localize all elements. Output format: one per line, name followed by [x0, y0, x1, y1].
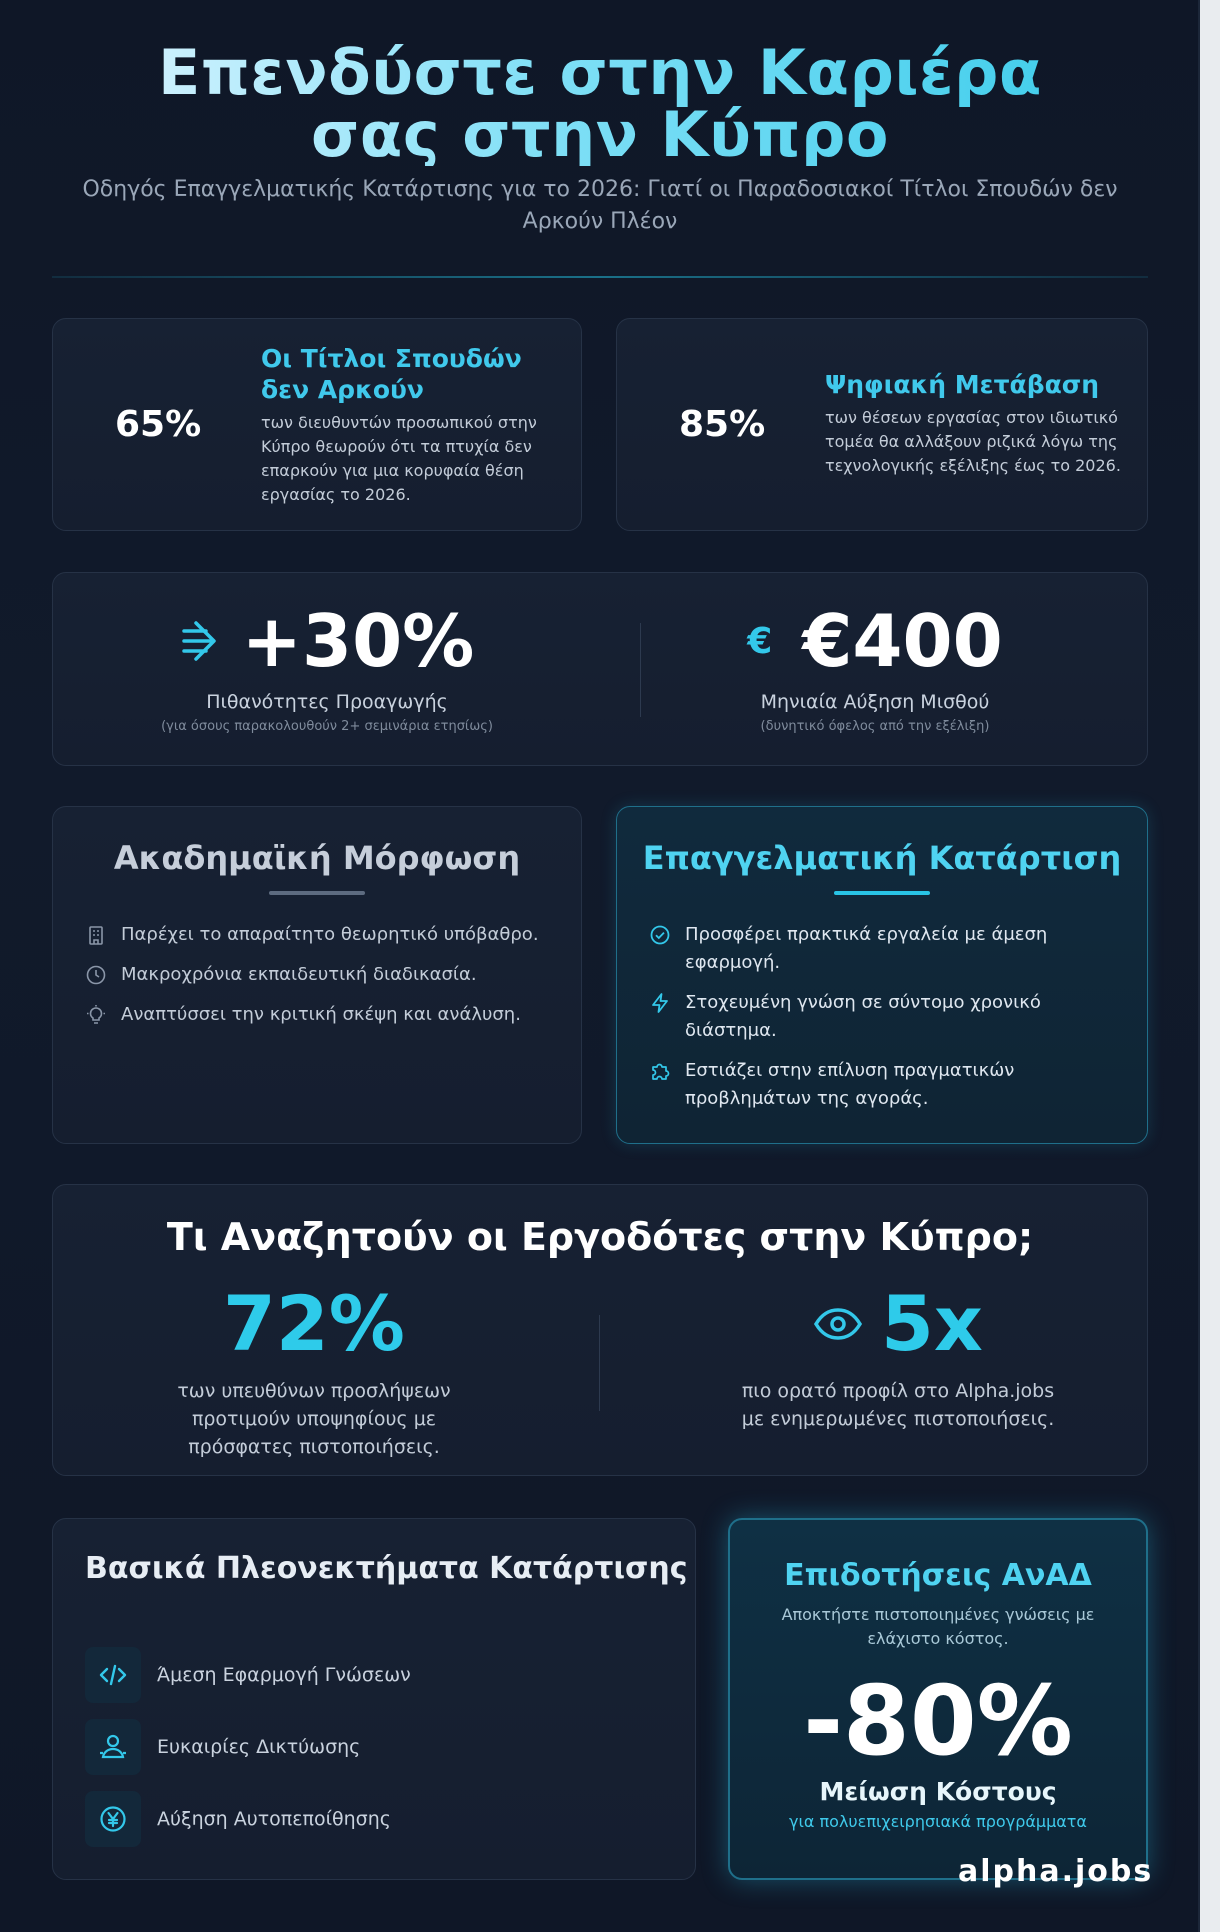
check-circle-icon: [649, 924, 671, 946]
advantage-item: Άμεση Εφαρμογή Γνώσεων: [85, 1647, 411, 1703]
salary-note: (δυνητικό όφελος από την εξέλιξη): [760, 719, 990, 734]
professional-title: Επαγγελματική Κατάρτιση: [642, 839, 1122, 877]
header-divider: [52, 276, 1148, 278]
stat-text-block: [825, 369, 1125, 478]
code-icon: [85, 1647, 141, 1703]
professional-card: [616, 806, 1148, 1144]
academic-list: [85, 921, 557, 1041]
user-network-icon: [85, 1719, 141, 1775]
professional-list: [649, 921, 1123, 1125]
building-icon: [85, 924, 107, 946]
employers-title: Τι Αναζητούν οι Εργοδότες στην Κύπρο;: [166, 1215, 1034, 1259]
salary-label: Μηνιαία Αύξηση Μισθού: [760, 691, 990, 713]
visibility-value: 5x: [881, 1279, 983, 1368]
stat-value: 65%: [115, 404, 202, 445]
academic-card: [52, 806, 582, 1144]
subsidy-value: -80%: [803, 1665, 1073, 1777]
page-subtitle: Οδηγός Επαγγελματικής Κατάρτισης για το 2026: Γιατί οι Παραδοσιακοί Τίτλοι Σπουδών δεν Αρκούν Πλέον: [82, 177, 1118, 234]
salary-stat: [601, 573, 1149, 767]
visibility-text: πιο ορατό προφίλ στο Alpha.jobs με ενημερωμένες πιστοποιήσεις.: [741, 1380, 1055, 1430]
recruiters-value: 72%: [223, 1279, 405, 1368]
salary-value: €400: [802, 599, 1003, 683]
advantage-item: Αύξηση Αυτοπεποίθησης: [85, 1791, 391, 1847]
employers-right-stat: [733, 1281, 1063, 1433]
recruiters-text: των υπευθύνων προσλήψεων προτιμούν υποψηφίους με πρόσφατες πιστοποιήσεις.: [177, 1380, 451, 1458]
professional-underline: [834, 891, 930, 895]
stat-description: των θέσεων εργασίας στον ιδιωτικό τομέα θα αλλάξουν ριζικά λόγω της τεχνολογικής εξέλιξης έως το 2026.: [825, 408, 1121, 475]
advantage-item: Ευκαιρίες Δικτύωσης: [85, 1719, 360, 1775]
promotion-note: (για όσους παρακολουθούν 2+ σεμινάρια ετησίως): [161, 719, 493, 734]
stat-value: 85%: [679, 404, 766, 445]
stat-description: των διευθυντών προσωπικού στην Κύπρο θεωρούν ότι τα πτυχία δεν επαρκούν για μια κορυφαία θέση εργασίας το 2026.: [261, 413, 537, 504]
list-item: Παρέχει το απαραίτητο θεωρητικό υπόβαθρο.: [85, 921, 557, 949]
brand-logo: alpha.jobs: [958, 1854, 1154, 1889]
list-item: Αναπτύσσει την κριτική σκέψη και ανάλυση.: [85, 1001, 557, 1029]
stat-text-block: [261, 343, 561, 507]
promotion-label: Πιθανότητες Προαγωγής: [206, 691, 448, 713]
subsidy-card: [728, 1518, 1148, 1880]
list-item: Προσφέρει πρακτικά εργαλεία με άμεση εφαρμογή.: [649, 921, 1123, 977]
employers-card: [52, 1184, 1148, 1476]
promotion-value: +30%: [241, 599, 475, 683]
subsidy-label: Μείωση Κόστους: [819, 1777, 1057, 1806]
big-stats-card: [52, 572, 1148, 766]
list-item: Στοχευμένη γνώση σε σύντομο χρονικό διάστημα.: [649, 989, 1123, 1045]
employers-left-stat: [149, 1281, 479, 1461]
bolt-icon: [649, 992, 671, 1014]
header: [40, 36, 1160, 238]
stat-card-digital: [616, 318, 1148, 531]
advantages-title: Βασικά Πλεονεκτήματα Κατάρτισης: [85, 1551, 688, 1586]
clock-icon: [85, 964, 107, 986]
subsidy-note: για πολυεπιχειρησιακά προγράμματα: [789, 1812, 1087, 1831]
list-item: Μακροχρόνια εκπαιδευτική διαδικασία.: [85, 961, 557, 989]
page-title: Επενδύστε στην Καριέρα σας στην Κύπρο: [100, 42, 1100, 166]
stat-card-degrees: [52, 318, 582, 531]
subsidy-title: Επιδοτήσεις ΑνΑΔ: [784, 1558, 1092, 1593]
academic-underline: [269, 891, 365, 895]
puzzle-icon: [649, 1060, 671, 1082]
stat-heading: Ψηφιακή Μετάβαση: [825, 370, 1100, 399]
eye-icon: [813, 1304, 863, 1344]
academic-title: Ακαδημαϊκή Μόρφωση: [113, 839, 521, 877]
euro-icon: €: [747, 620, 773, 662]
promotion-stat: [53, 573, 601, 767]
arrow-right-icon: [180, 617, 220, 665]
subsidy-description: Αποκτήστε πιστοποιημένες γνώσεις με ελάχιστο κόστος.: [781, 1605, 1095, 1648]
yen-circle-icon: [85, 1791, 141, 1847]
lightbulb-icon: [85, 1004, 107, 1026]
divider: [599, 1315, 600, 1411]
list-item: Εστιάζει στην επίλυση πραγματικών προβλημάτων της αγοράς.: [649, 1057, 1123, 1113]
stat-heading: Οι Τίτλοι Σπουδών δεν Αρκούν: [261, 344, 522, 404]
advantages-card: [52, 1518, 696, 1880]
